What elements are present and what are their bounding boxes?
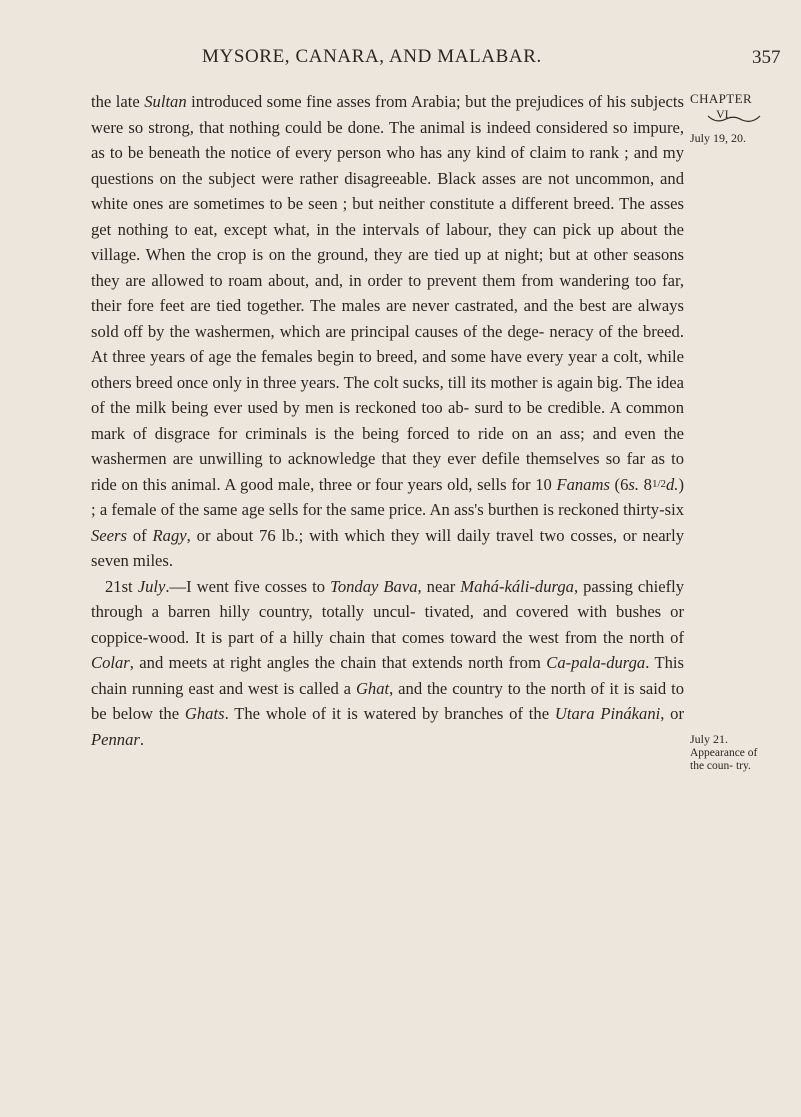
running-head: MYSORE, CANARA, AND MALABAR. [202, 46, 542, 67]
italic-run: Tonday Bava [330, 576, 418, 596]
italic-run: Fanams [556, 474, 610, 494]
text-run: , or [660, 704, 685, 723]
italic-run: Ragy [152, 525, 187, 545]
text-run: ) ; a female of the same age sells for the same price. An ass's burthen is reckoned thirty-six [91, 474, 684, 519]
paragraph-1 [91, 89, 684, 574]
page-number: 357 [752, 47, 781, 68]
text-run: of [126, 525, 153, 545]
text-run: , near [417, 576, 461, 596]
italic-run: Pennar [91, 729, 140, 749]
text-run: . The whole of it is watered by branches of the [224, 704, 555, 723]
italic-run: Seers [91, 525, 127, 545]
text-run: . This chain running east and west is called a [91, 653, 684, 698]
text-run: (6 [609, 474, 629, 494]
body-text [91, 89, 684, 752]
italic-run: Mahá-káli-durga [460, 576, 574, 596]
margin-date-2: July 21. [690, 732, 729, 746]
text-run: 8 [639, 474, 652, 494]
text-run: , and meets at right angles the chain that extends north from [129, 653, 547, 672]
italic-run: d. [666, 474, 679, 494]
italic-run: Utara Pinákani [554, 704, 661, 723]
margin-chapter-label: CHAPTER [690, 91, 753, 106]
page-header [0, 46, 801, 76]
italic-run: Sultan [144, 92, 187, 111]
text-run: , and the country to the north of it is said to be below the [91, 678, 684, 723]
italic-run: Colar [91, 653, 130, 672]
fraction: 1/2 [651, 477, 666, 490]
italic-run: Ghats [184, 704, 225, 723]
text-run: .—I went five cosses to [165, 576, 331, 596]
italic-run: Ca-pala-durga [546, 653, 646, 672]
margin-note: Appearance of the coun- try. [690, 747, 758, 772]
italic-run: July [137, 576, 166, 596]
text-run: . [139, 729, 145, 749]
paragraph-2 [91, 574, 684, 753]
text-run: introduced some fine asses from Arabia; but the prejudices of his subjects were so strong, that nothing could be done. The animal is indeed considered so impure, as to be beneath the notice of every person who has any kind of claim to rank ; and my questions on the subject were rather disagreeable. Black asses are not uncommon, and white ones are sometimes to be seen ; but neither constitute a different breed. The asses get nothing to eat, except what, in the intervals of labour, they can pick up about the village. When the crop is on the ground, they are tied up at night; but at other seasons they are allowed to roam about, and, in order to prevent them from wandering too far, their fore feet are tied together. The males are never castrated, and the best are always sold off by the washermen, which are principal causes of the dege- neracy of the breed. At three years of age the females begin to breed, and some have every year a colt, while others breed once only in three years. The colt sucks, till its mother is again big. The idea of the milk being ever used by men is reckoned too ab- surd to be credible. A common mark of disgrace for criminals is the being forced to ride on an ass; and even the washermen are unwilling to acknowledge that they ever defile themselves so far as to ride on this animal. A good male, three or four years old, sells for 10 [91, 92, 684, 494]
margin-chapter-number: VI. [716, 107, 732, 121]
text-run: , or about 76 lb.; with which they will daily travel two cosses, or nearly seven miles. [91, 525, 684, 570]
text-run: the late [91, 92, 145, 111]
italic-run: s. [628, 474, 639, 494]
italic-run: Ghat [355, 678, 390, 698]
text-run: 21st [105, 576, 138, 596]
ornament-swash-icon [706, 114, 762, 124]
margin-date-1: July 19, 20. [690, 131, 747, 145]
text-run: , passing chiefly through a barren hilly country, totally uncul- tivated, and covered with bushes or coppice-wood. It is part of a hilly chain that comes toward the west from the north of [91, 576, 685, 647]
